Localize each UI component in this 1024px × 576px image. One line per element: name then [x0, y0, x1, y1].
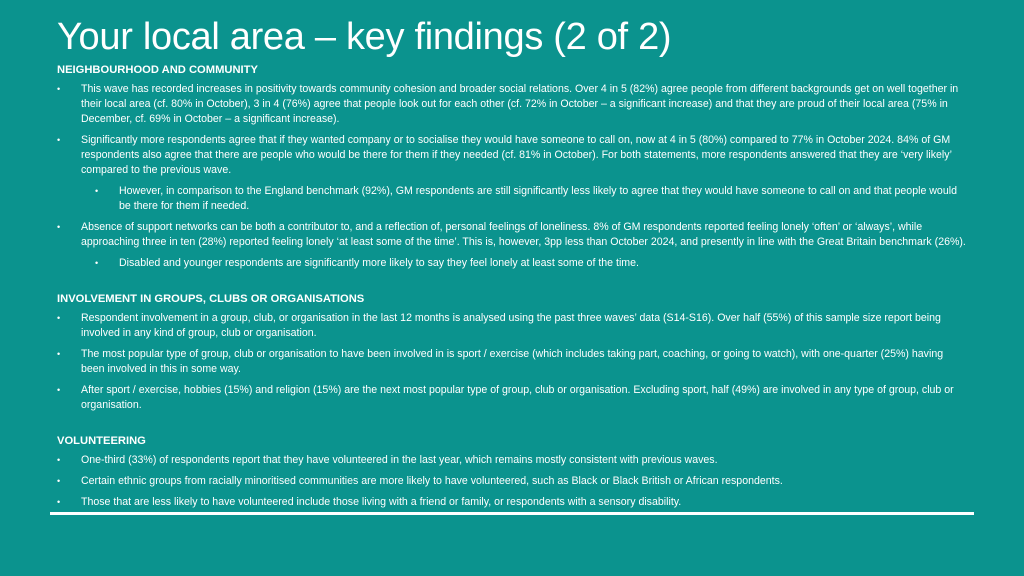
bullet-list — [57, 453, 967, 510]
sub-bullet-item: • Disabled and younger respondents are significantly more likely to say they feel lonely at least some of the time. — [57, 256, 967, 271]
section-involvement — [57, 292, 967, 413]
bullet-item: • Significantly more respondents agree that if they wanted company or to socialise they would have someone to call on, now at 4 in 5 (80%) compared to 77% in October 2024. 84% of GM respondents also agree that there are people who would be there for them if they needed (cf. 81% in October). For both statements, more respondents answered that they are ‘very likely’ compared to the previous wave. — [57, 133, 967, 178]
bullet-item: • After sport / exercise, hobbies (15%) and religion (15%) are the next most popular type of group, club or organisation. Excluding sport, half (49%) are involved in any type of group, club or organisation. — [57, 383, 967, 413]
bullet-item: • Respondent involvement in a group, club, or organisation in the last 12 months is analysed using the past three waves’ data (S14-S16). Over half (55%) of this sample size report being involved in any kind of group, club or organisation. — [57, 311, 967, 341]
section-neighbourhood — [57, 63, 967, 271]
bullet-item: • One-third (33%) of respondents report that they have volunteered in the last year, which remains mostly consistent with previous waves. — [57, 453, 967, 468]
page-title: Your local area – key findings (2 of 2) — [57, 16, 672, 58]
bullet-item: • Those that are less likely to have volunteered include those living with a friend or family, or respondents with a sensory disability. — [57, 495, 967, 510]
bullet-list — [57, 82, 967, 271]
findings-content — [57, 63, 967, 531]
bullet-item: • Absence of support networks can be both a contributor to, and a reflection of, personal feelings of loneliness. 8% of GM respondents reported feeling lonely ‘often’ or ‘always’, while approaching three in ten (28%) reported feeling lonely ‘at least some of the time’. This is, however, 3pp less than October 2024, and presently in line with the Great Britain benchmark (26%). — [57, 220, 967, 250]
bullet-item: • Certain ethnic groups from racially minoritised communities are more likely to have volunteered, such as Black or Black British or African respondents. — [57, 474, 967, 489]
section-heading: NEIGHBOURHOOD AND COMMUNITY — [57, 64, 258, 76]
bullet-item: • The most popular type of group, club or organisation to have been involved in is sport / exercise (which includes taking part, coaching, or going to watch), with one-quarter (25%) having been involved in this in some way. — [57, 347, 967, 377]
sub-bullet-item: • However, in comparison to the England benchmark (92%), GM respondents are still significantly less likely to agree that they would have someone to call on and that people would be there for them if needed. — [57, 184, 967, 214]
bullet-list — [57, 311, 967, 413]
footer-divider — [50, 512, 974, 515]
section-heading: INVOLVEMENT IN GROUPS, CLUBS OR ORGANISATIONS — [57, 293, 365, 305]
section-heading: VOLUNTEERING — [57, 435, 146, 447]
bullet-item: • This wave has recorded increases in positivity towards community cohesion and broader social relations. Over 4 in 5 (82%) agree people from different backgrounds get on well together in their local area (cf. 80% in October), 3 in 4 (76%) agree that people look out for each other (cf. 72% in October – a significant increase) and that they are proud of their local area (75% in December, cf. 69% in October – a significant increase). — [57, 82, 967, 127]
section-volunteering — [57, 434, 967, 510]
